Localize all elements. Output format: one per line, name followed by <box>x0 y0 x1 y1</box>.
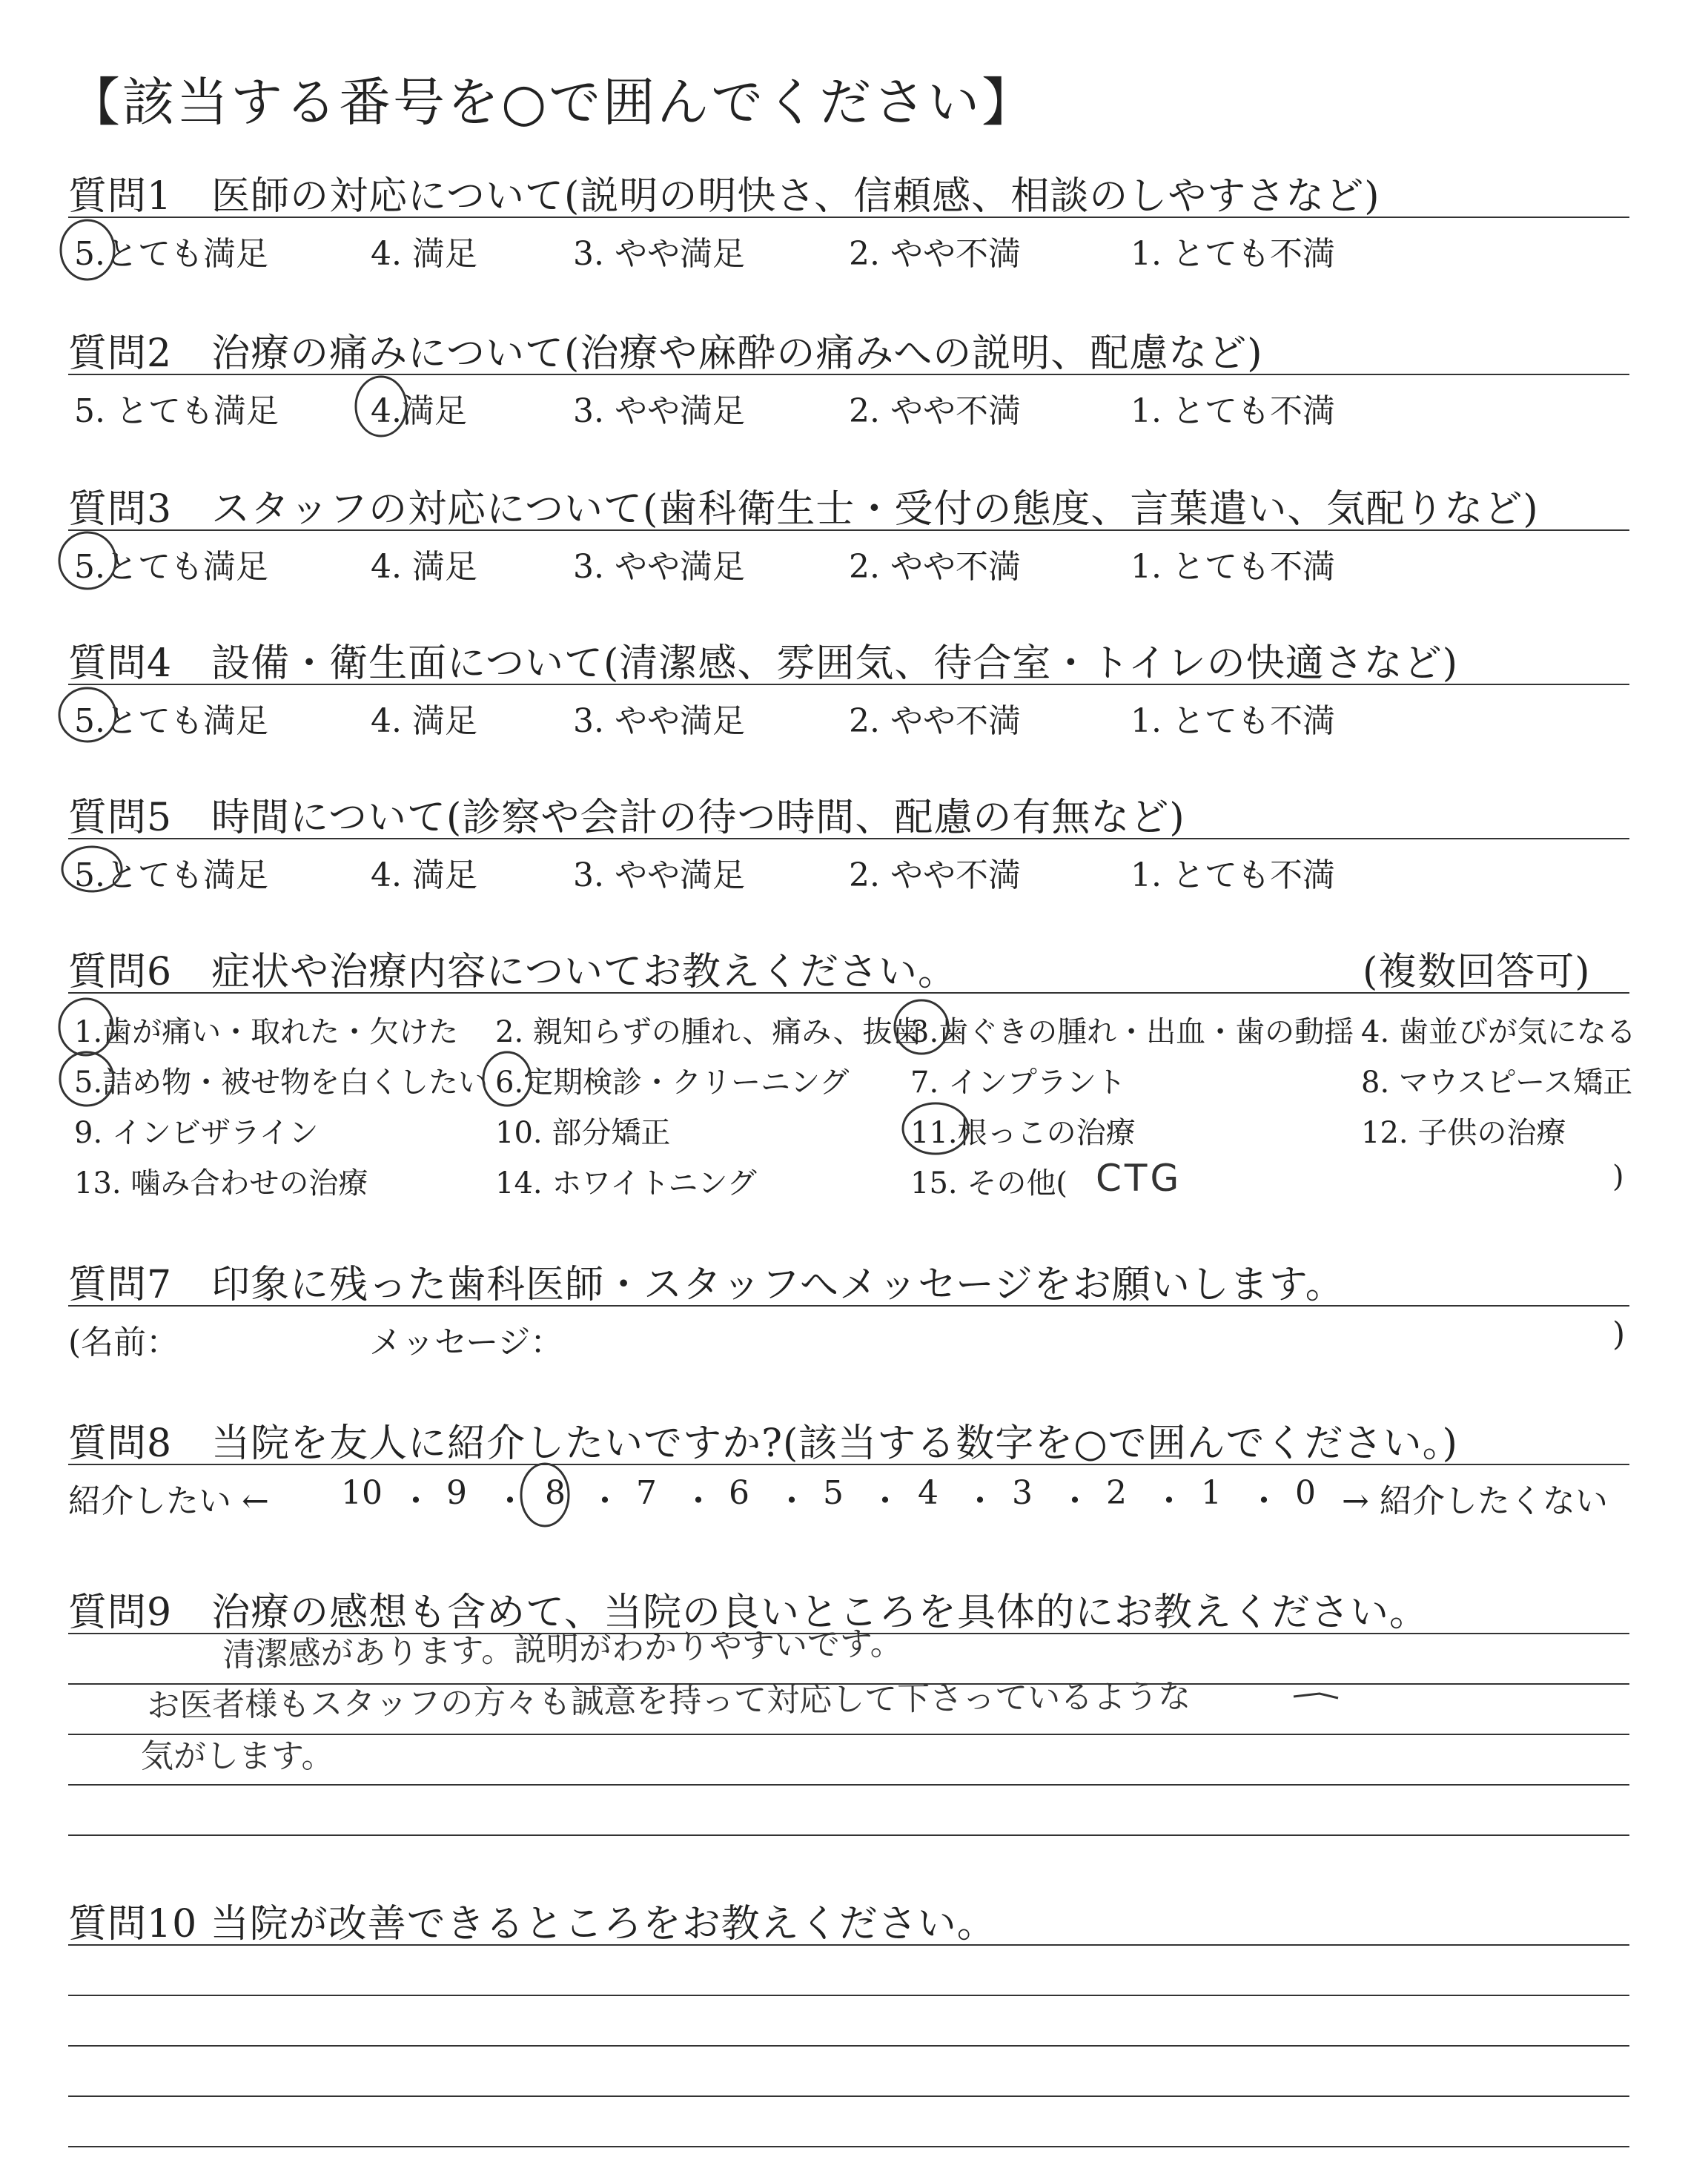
q1-option-3[interactable]: 3. やや満足 <box>573 235 745 273</box>
q6-option-11[interactable]: 11.根っこの治療 <box>910 1116 1136 1150</box>
q8-scale-separator: ・ <box>682 1482 715 1520</box>
q3-option-3[interactable]: 3. やや満足 <box>573 548 745 586</box>
q6-option-9[interactable]: 9. インビザライン <box>74 1116 319 1150</box>
q9-title: 質問9 治療の感想も含めて、当院の良いところを具体的にお教えください。 <box>68 1591 1429 1635</box>
q2-divider <box>68 374 1629 375</box>
q6-option-13[interactable]: 13. 噛み合わせの治療 <box>74 1166 368 1200</box>
q8-scale-separator: ・ <box>964 1482 996 1520</box>
q1-divider <box>68 217 1629 218</box>
q6-option-15[interactable]: 15. その他( <box>910 1166 1068 1200</box>
q8-scale-2[interactable]: 2 <box>1106 1474 1127 1512</box>
q10-line-2 <box>68 1995 1629 1996</box>
q6-option-5[interactable]: 5.詰め物・被せ物を白くしたい <box>74 1066 489 1100</box>
q8-scale-separator: ・ <box>1153 1482 1185 1520</box>
q1-option-1[interactable]: 1. とても不満 <box>1131 235 1335 273</box>
q8-scale-0[interactable]: 0 <box>1295 1474 1316 1512</box>
q6-option-6[interactable]: 6.定期検診・クリーニング <box>495 1066 850 1100</box>
q4-option-4[interactable]: 4. 満足 <box>371 702 477 740</box>
q8-divider <box>68 1464 1629 1465</box>
q2-option-2[interactable]: 2. やや不満 <box>849 392 1021 430</box>
q4-option-1[interactable]: 1. とても不満 <box>1131 702 1335 740</box>
q10-line-5 <box>68 2146 1629 2147</box>
q6-title: 質問6 症状や治療内容についてお教えください。 <box>68 950 958 994</box>
q8-right-label: → 紹介したくない <box>1342 1482 1608 1520</box>
q5-option-5[interactable]: 5.とても満足 <box>74 856 268 894</box>
q1-option-4[interactable]: 4. 満足 <box>371 235 477 273</box>
q4-divider <box>68 684 1629 685</box>
q2-option-3[interactable]: 3. やや満足 <box>573 392 745 430</box>
q10-line-4 <box>68 2095 1629 2097</box>
q8-scale-5[interactable]: 5 <box>823 1474 844 1512</box>
q3-title: 質問3 スタッフの対応について(歯科衛生士・受付の態度、言葉遣い、気配りなど) <box>68 487 1539 532</box>
q6-divider <box>68 992 1629 994</box>
q4-title: 質問4 設備・衛生面について(清潔感、雰囲気、待合室・トイレの快適さなど) <box>68 641 1459 686</box>
q6-option-8[interactable]: 8. マウスピース矯正 <box>1361 1066 1633 1100</box>
q3-option-4[interactable]: 4. 満足 <box>371 548 477 586</box>
q5-option-4[interactable]: 4. 満足 <box>371 856 477 894</box>
q5-option-3[interactable]: 3. やや満足 <box>573 856 745 894</box>
q7-title: 質問7 印象に残った歯科医師・スタッフへメッセージをお願いします。 <box>68 1263 1345 1307</box>
q6-option-2[interactable]: 2. 親知らずの腫れ、痛み、抜歯 <box>495 1015 922 1049</box>
q5-divider <box>68 838 1629 839</box>
q8-scale-6[interactable]: 6 <box>729 1474 749 1512</box>
q6-option-12[interactable]: 12. 子供の治療 <box>1361 1116 1566 1150</box>
q10-title: 質問10 当院が改善できるところをお教えください。 <box>68 1902 996 1946</box>
q9-answer-line-3[interactable]: 気がします。 <box>141 1737 334 1775</box>
q9-answer-line-1[interactable]: 清潔感があります。説明がわかりやすいです。 <box>222 1624 903 1674</box>
q8-scale-separator: ・ <box>869 1482 901 1520</box>
q8-scale-separator: ・ <box>1248 1482 1280 1520</box>
q5-option-2[interactable]: 2. やや不満 <box>849 856 1021 894</box>
q6-other-close-paren: ) <box>1612 1160 1624 1194</box>
q3-option-2[interactable]: 2. やや不満 <box>849 548 1021 586</box>
q9-line-5 <box>68 1834 1629 1836</box>
q8-scale-9[interactable]: 9 <box>446 1474 467 1512</box>
q7-divider <box>68 1305 1629 1307</box>
q9-answer-line-2[interactable]: お医者様もスタッフの方々も誠意を持って対応して下さっているような <box>147 1677 1191 1725</box>
q8-scale-separator: ・ <box>400 1482 432 1520</box>
q4-option-5[interactable]: 5.とても満足 <box>74 702 268 740</box>
q7-message-label: メッセージ： <box>369 1324 563 1361</box>
q4-option-2[interactable]: 2. やや不満 <box>849 702 1021 740</box>
q1-option-5[interactable]: 5.とても満足 <box>74 235 268 273</box>
q3-divider <box>68 529 1629 531</box>
q2-option-5[interactable]: 5. とても満足 <box>74 392 279 430</box>
q6-option-4[interactable]: 4. 歯並びが気になる <box>1361 1015 1636 1049</box>
q8-scale-10[interactable]: 10 <box>341 1474 383 1512</box>
q6-option-14[interactable]: 14. ホワイトニング <box>495 1166 757 1200</box>
q5-title: 質問5 時間について(診察や会計の待つ時間、配慮の有無など) <box>68 796 1185 840</box>
q8-scale-4[interactable]: 4 <box>918 1474 939 1512</box>
q8-left-label: 紹介したい ← <box>68 1482 269 1520</box>
q8-scale-separator: ・ <box>1059 1482 1091 1520</box>
q8-scale-separator: ・ <box>775 1482 808 1520</box>
q2-option-1[interactable]: 1. とても不満 <box>1131 392 1335 430</box>
q9-strikethrough <box>1294 1694 1338 1698</box>
q6-option-3[interactable]: 3.歯ぐきの腫れ・出血・歯の動揺 <box>910 1015 1354 1049</box>
q9-line-4 <box>68 1784 1629 1786</box>
q10-line-1 <box>68 1944 1629 1946</box>
q6-option-7[interactable]: 7. インプラント <box>910 1066 1126 1100</box>
q8-scale-8[interactable]: 8 <box>545 1474 566 1512</box>
q3-option-1[interactable]: 1. とても不満 <box>1131 548 1335 586</box>
q6-multiple-note: (複数回答可) <box>1363 950 1591 994</box>
q7-close-paren: ) <box>1612 1315 1626 1353</box>
q10-line-3 <box>68 2045 1629 2047</box>
q6-option-10[interactable]: 10. 部分矯正 <box>495 1116 671 1150</box>
q1-title: 質問1 医師の対応について(説明の明快さ、信頼感、相談のしやすさなど) <box>68 174 1380 219</box>
q4-option-3[interactable]: 3. やや満足 <box>573 702 745 740</box>
q8-scale-separator: ・ <box>589 1482 621 1520</box>
q2-option-4[interactable]: 4.満足 <box>371 392 467 430</box>
q8-scale-1[interactable]: 1 <box>1201 1474 1222 1512</box>
q8-scale-7[interactable]: 7 <box>636 1474 657 1512</box>
q8-scale-separator: ・ <box>494 1482 526 1520</box>
q5-option-1[interactable]: 1. とても不満 <box>1131 856 1335 894</box>
q8-title: 質問8 当院を友人に紹介したいですか?(該当する数字を○で囲んでください。) <box>68 1421 1458 1466</box>
q3-option-5[interactable]: 5.とても満足 <box>74 548 268 586</box>
q8-scale-3[interactable]: 3 <box>1012 1474 1033 1512</box>
q2-title: 質問2 治療の痛みについて(治療や麻酔の痛みへの説明、配慮など) <box>68 331 1263 376</box>
q7-name-label: (名前： <box>68 1324 179 1361</box>
form-heading: 【該当する番号を○で囲んでください】 <box>68 72 1036 133</box>
q6-other-answer[interactable]: CTG <box>1096 1157 1182 1200</box>
q1-option-2[interactable]: 2. やや不満 <box>849 235 1021 273</box>
q6-option-1[interactable]: 1.歯が痛い・取れた・欠けた <box>74 1015 459 1049</box>
